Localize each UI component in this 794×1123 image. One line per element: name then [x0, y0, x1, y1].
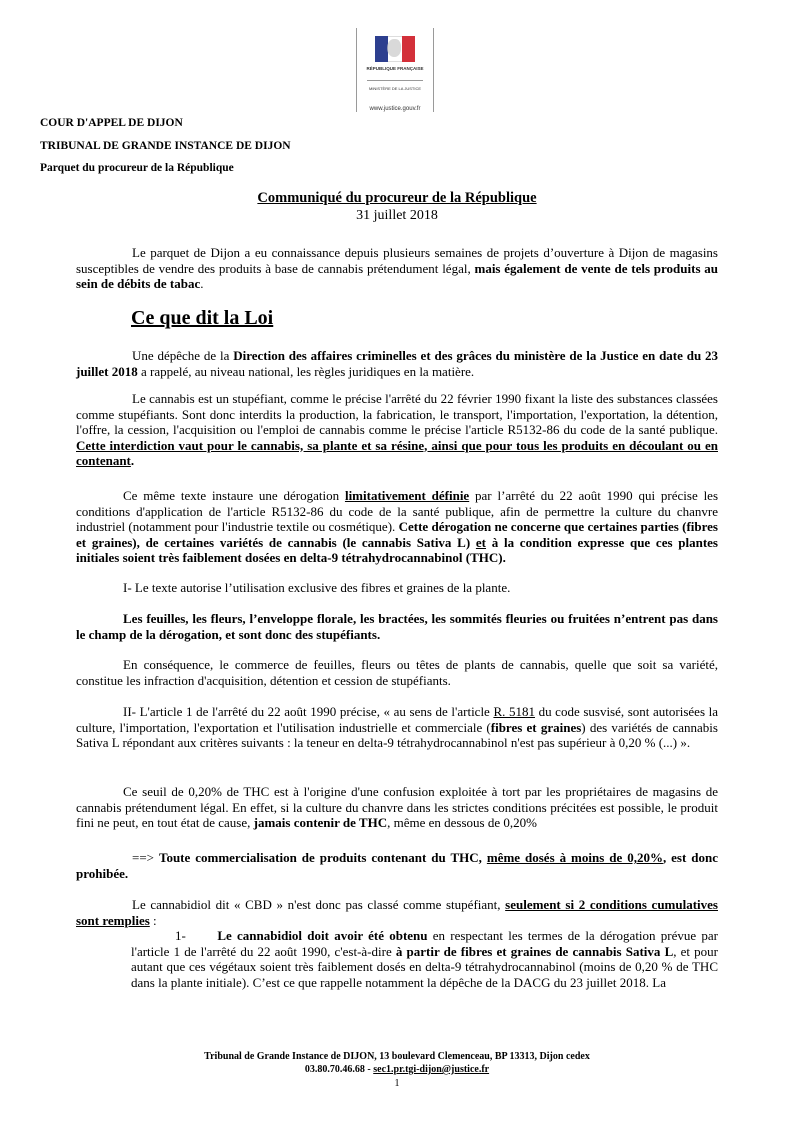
paragraph-prohibee: ==> Toute commercialisation de produits contenant du THC, même dosés à moins de 0,20%, est donc prohibée. [76, 850, 719, 881]
logo-republique: RÉPUBLIQUE FRANÇAISE [366, 66, 424, 71]
header-court: COUR D'APPEL DE DIJON [40, 117, 183, 129]
paragraph-fibres: I- Le texte autorise l’utilisation exclusive des fibres et graines de la plante. [123, 580, 511, 595]
footer-phone: 03.80.70.46.68 - [304, 1064, 374, 1075]
logo-rule [367, 80, 423, 81]
paragraph-seuil: Ce seuil de 0,20% de THC est à l'origine d'une confusion exploitée à tort par les propriétaires de magasins de cannabis prétendument légal. En effet, si la culture du chanvre dans les strictes conditions précitées est possible, le produit fini ne peut, en tout état de cause, jamais contenir de THC, même en dessous de 0,20% [76, 784, 718, 830]
footer-email-link[interactable]: sec1.pr.tgi-dijon@justice.fr [373, 1064, 490, 1075]
paragraph-feuilles: Les feuilles, les fleurs, l’enveloppe florale, les bractées, les sommités fleuries ou fruitées n’entrent pas dans le champ de la dérogation, et sont donc des stupéfiants. [76, 611, 718, 642]
page-title: Communiqué du procureur de la République [257, 190, 537, 206]
paragraph-condition-1: 1- Le cannabidiol doit avoir été obtenu en respectant les termes de la dérogation prévue par l'article 1 de l'arrêté du 22 août 1990, c'est-à-dire à partir de fibres et graines de cannabis Sativa L, et pour autant que ces végétaux soient très faiblement dosés en delta-9 tétrahydrocannabinol (moins de 0,20 % de THC dans la plante initiale). C’est ce que rappelle notamment la dépêche de la DACG du 23 juillet 2018. La [131, 928, 719, 990]
header-tribunal: TRIBUNAL DE GRANDE INSTANCE DE DIJON [40, 140, 291, 152]
paragraph-article1: II- L'article 1 de l'arrêté du 22 août 1990 précise, « au sens de l'article R. 5181 du code susvisé, sont autorisées la culture, l'importation, l'exportation et l'utilisation industrielle et commerciale (fibres et graines) des variétés de cannabis Sativa L répondant aux critères suivants : la teneur en delta-9 tétrahydrocannabinol n'est pas supérieur à 0,20 % (...) ». [76, 704, 718, 750]
header-parquet: Parquet du procureur de la République [40, 162, 234, 174]
logo-url: www.justice.gouv.fr [369, 106, 421, 112]
paragraph-cbd: Le cannabidiol dit « CBD » n'est donc pas classé comme stupéfiant, seulement si 2 conditions cumulatives sont remplies : [76, 897, 718, 928]
paragraph-derogation: Ce même texte instaure une dérogation limitativement définie par l’arrêté du 22 août 1990 qui précise les conditions d'application de l'article R5132-86 du code de la santé publique, afin de permettre la culture du chanvre industriel (notamment pour l'industrie textile ou cosmétique). Cette dérogation ne concerne que certaines parties (fibres et graines), de certaines variétés de cannabis (le cannabis Sativa L) et à la condition expresse que ces plantes initiales soient très faiblement dosées en delta-9 tétrahydrocannabinol (THC). [76, 488, 719, 565]
marianne-icon [387, 39, 401, 57]
document-date: 31 juillet 2018 [356, 208, 438, 223]
page-number: 1 [394, 1078, 400, 1089]
section-title: Ce que dit la Loi [131, 307, 274, 329]
paragraph-intro: Le parquet de Dijon a eu connaissance depuis plusieurs semaines de projets d’ouverture à Dijon de magasins susceptibles de vendre des produits à base de cannabis prétendument légal, mais également de vente de tels produits au sein de débits de tabac. [76, 245, 719, 291]
paragraph-stupefiant: Le cannabis est un stupéfiant, comme le précise l'arrêté du 22 février 1990 fixant la liste des substances classées comme stupéfiants. Sont donc interdits la production, la fabrication, le transport, l'importation, l'exportation, la détention, l'offre, la cession, l'acquisition ou l'emploi de cannabis comme le précise l'article R5132-86 du code de la santé publique. Cette interdiction vaut pour le cannabis, sa plante et sa résine, ainsi que pour tous les produits en découlant ou en contenant. [76, 391, 718, 468]
logo-ministere: MINISTÈRE DE LA JUSTICE [368, 86, 421, 91]
paragraph-depeche: Une dépêche de la Direction des affaires criminelles et des grâces du ministère de la Justice en date du 23 juillet 2018 a rappelé, au niveau national, les règles juridiques en la matière. [76, 348, 718, 379]
ministry-logo [356, 28, 434, 112]
footer-address: Tribunal de Grande Instance de DIJON, 13 boulevard Clemenceau, BP 13313, Dijon cedex [204, 1051, 590, 1062]
footer-contact [0, 1063, 794, 1076]
paragraph-consequence: En conséquence, le commerce de feuilles, fleurs ou têtes de plants de cannabis, quelle que soit sa variété, constitue les infraction d'acquisition, détention et cession de stupéfiants. [76, 657, 718, 688]
